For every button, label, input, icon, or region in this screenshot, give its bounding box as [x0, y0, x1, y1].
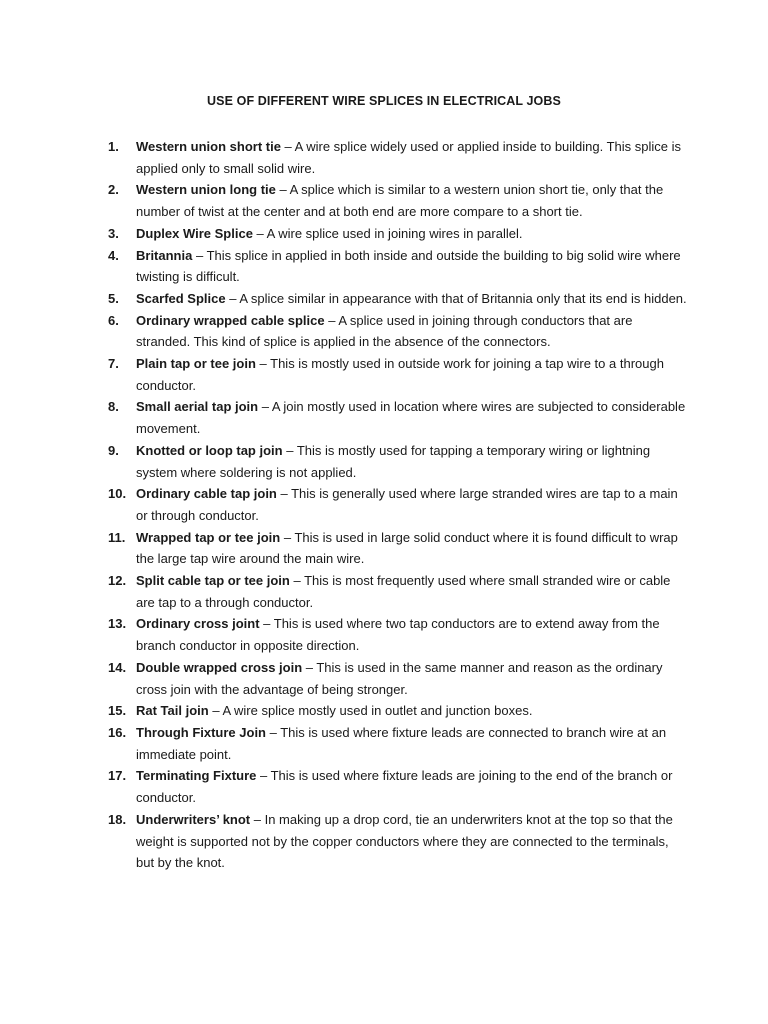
list-item	[108, 722, 688, 765]
item-text	[136, 396, 688, 439]
item-text	[136, 613, 688, 656]
item-term: Knotted or loop tap join	[136, 442, 283, 458]
item-number: 14.	[108, 659, 127, 675]
item-text	[136, 245, 688, 288]
item-text	[136, 288, 688, 310]
item-description: – This is used where fixture leads are connected to branch wire at an immediate point.	[136, 724, 667, 762]
item-term: Split cable tap or tee join	[136, 573, 290, 589]
item-number: 17.	[108, 768, 127, 784]
list-item	[108, 527, 688, 570]
item-text	[136, 722, 688, 765]
item-number: 15.	[108, 703, 127, 719]
item-text	[136, 353, 688, 396]
item-term: Double wrapped cross join	[136, 659, 303, 675]
item-description: – This is generally used where large stranded wires are tap to a main or through conductor.	[136, 486, 678, 523]
item-description: – A wire splice widely used or applied inside to building. This splice is applied only to small solid wire.	[136, 139, 682, 176]
splice-list	[108, 136, 688, 874]
document-title: USE OF DIFFERENT WIRE SPLICES IN ELECTRICAL JOBS	[207, 94, 561, 108]
item-number: 6.	[108, 312, 119, 328]
item-number: 3.	[108, 225, 119, 241]
list-item	[108, 809, 688, 874]
list-item	[108, 179, 688, 222]
item-term: Scarfed Splice	[136, 290, 226, 306]
item-number: 8.	[108, 399, 119, 415]
item-number: 13.	[108, 616, 127, 632]
item-term: Western union long tie	[136, 182, 276, 198]
item-description: – A splice used in joining through conductors that are stranded. This kind of splice is applied in the absence of the connectors.	[136, 312, 633, 350]
item-term: Western union short tie	[136, 139, 281, 154]
item-description: – A splice similar in appearance with that of Britannia only that its end is hidden.	[225, 290, 687, 306]
list-item	[108, 700, 688, 722]
item-term: Duplex Wire Splice	[136, 225, 253, 241]
item-description: – This splice in applied in both inside and outside the building to big solid wire where twisting is difficult.	[136, 247, 681, 285]
item-description: – This is used in large solid conduct where it is found difficult to wrap the large tap wire around the main wire.	[136, 529, 678, 567]
item-term: Small aerial tap join	[136, 399, 259, 415]
item-text	[136, 700, 688, 722]
item-description: – This is used where two tap conductors are to extend away from the branch conductor in opposite direction.	[136, 616, 660, 654]
item-number: 9.	[108, 442, 119, 458]
list-item	[108, 396, 688, 439]
item-term: Rat Tail join	[136, 703, 209, 719]
item-number: 12.	[108, 573, 127, 589]
item-number: 5.	[108, 290, 119, 306]
item-number: 7.	[108, 356, 119, 372]
item-text	[136, 657, 688, 700]
item-text	[136, 483, 688, 526]
item-term: Terminating Fixture	[136, 768, 257, 784]
item-description: – This is mostly used for tapping a temporary wiring or lightning system where soldering is not applied.	[136, 442, 651, 480]
list-item	[108, 657, 688, 700]
item-term: Ordinary cable tap join	[136, 486, 277, 502]
item-description: – This is most frequently used where small stranded wire or cable are tap to a through conductor.	[136, 573, 671, 610]
item-text	[136, 223, 688, 245]
item-text	[136, 136, 688, 179]
item-term: Plain tap or tee join	[136, 356, 256, 372]
list-item	[108, 353, 688, 396]
item-term: Wrapped tap or tee join	[136, 529, 281, 545]
item-description: – This is used in the same manner and reason as the ordinary cross join with the advantage of being stronger.	[136, 659, 663, 697]
item-description: – A splice which is similar to a western union short tie, only that the number of twist at the center and at both end are more compare to a short tie.	[136, 182, 664, 220]
item-term: Through Fixture Join	[136, 724, 266, 740]
item-term: Britannia	[136, 247, 193, 263]
list-item	[108, 288, 688, 310]
list-item	[108, 223, 688, 245]
item-term: Ordinary wrapped cable splice	[136, 312, 325, 328]
list-item	[108, 440, 688, 483]
item-term: Underwriters’ knot	[136, 811, 251, 827]
item-text	[136, 809, 688, 874]
item-description: – A wire splice mostly used in outlet and junction boxes.	[208, 703, 533, 719]
item-term: Ordinary cross joint	[136, 616, 260, 632]
item-text	[136, 310, 688, 353]
list-item	[108, 245, 688, 288]
item-description: – This is mostly used in outside work for joining a tap wire to a through conductor.	[136, 356, 664, 393]
list-item	[108, 136, 688, 179]
list-item	[108, 483, 688, 526]
list-item	[108, 765, 688, 808]
item-description: – This is used where fixture leads are joining to the end of the branch or conductor.	[136, 768, 673, 806]
item-text	[136, 527, 688, 570]
list-item	[108, 310, 688, 353]
item-number: 4.	[108, 247, 119, 263]
list-item	[108, 570, 688, 613]
item-description: – A wire splice used in joining wires in parallel.	[252, 225, 523, 241]
item-text	[136, 179, 688, 222]
item-description: – A join mostly used in location where wires are subjected to considerable movement.	[136, 399, 686, 437]
item-number: 2.	[108, 182, 119, 198]
item-number: 1.	[108, 139, 119, 154]
list-item	[108, 613, 688, 656]
item-text	[136, 765, 688, 808]
item-text	[136, 570, 688, 613]
item-description: – In making up a drop cord, tie an underwriters knot at the top so that the weight is supported not by the copper conductors where they are connected to the terminals, but by the knot.	[136, 811, 673, 871]
item-text	[136, 440, 688, 483]
item-number: 18.	[108, 811, 127, 827]
item-number: 16.	[108, 724, 127, 740]
item-number: 10.	[108, 486, 127, 502]
item-number: 11.	[108, 529, 126, 545]
